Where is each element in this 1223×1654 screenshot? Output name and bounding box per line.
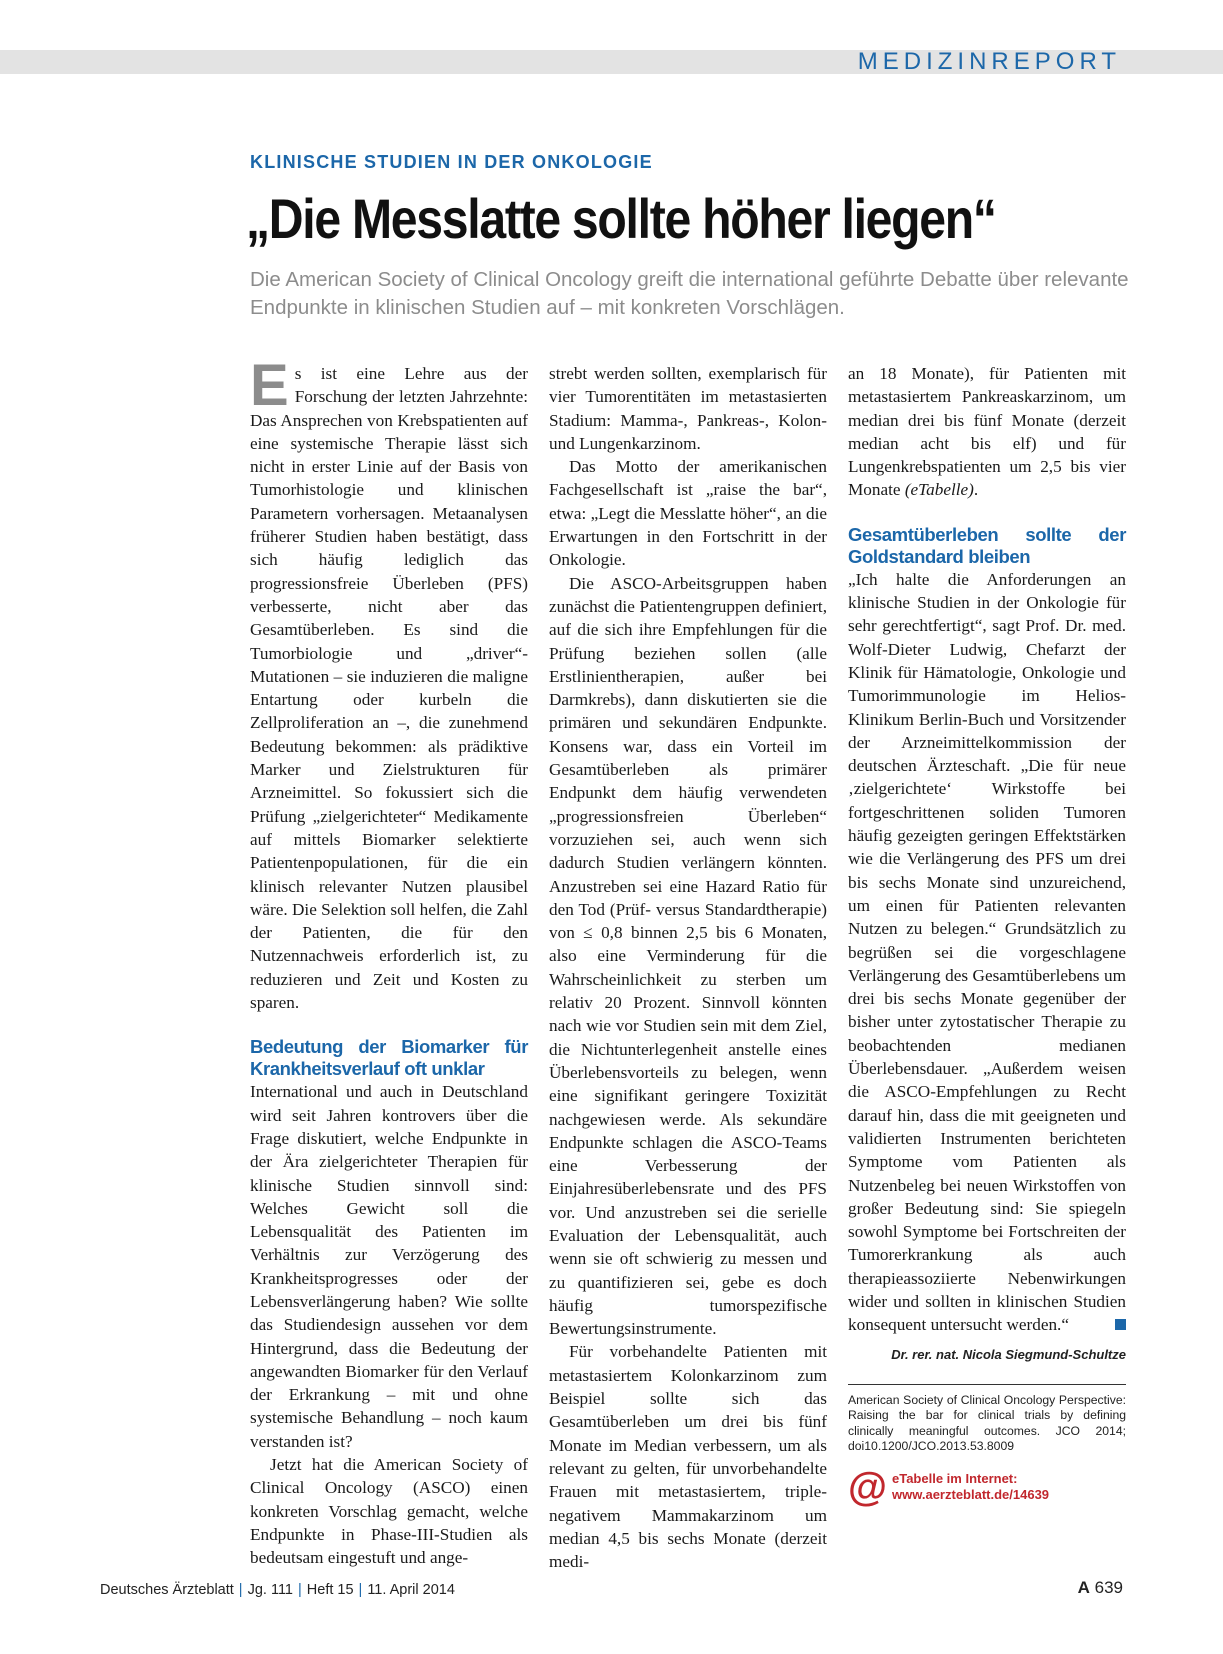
issue: Heft 15	[306, 1582, 354, 1598]
column-1	[250, 353, 528, 1570]
etable-text	[892, 1471, 1049, 1503]
etable-label: eTabelle im Internet:	[892, 1470, 1018, 1486]
paragraph	[250, 353, 528, 1014]
paragraph: Das Motto der amerikanischen Fachgesellschaft ist „raise the bar“, etwa: „Legt die Messlatte höher“, an die Erwartungen in den Fortschritt in der Onkologie.	[549, 457, 827, 570]
paragraph-text: „Ich halte die Anforderungen an klinische Studien in der Onkologie für sehr gerechtfertigt“, sagt Prof. Dr. med. Wolf-Dieter Ludwig, Chefarzt der Klinik für Hämatologie, Onkologie und Tumorimmunologie im Helios-Klinikum Berlin-Buch und Vorsitzender der Arzneimittelkommission der deutschen Ärzteschaft. „Die für neue ‚zielgerichtete‘ Wirkstoffe bei fortgeschrittenen soliden Tumoren häufig gezeigten geringen Effektstärken wie die Verlängerung des PFS um drei bis sechs Monate sind unzureichend, um einen für Patienten relevanten Nutzen zu belegen.“ Grundsätzlich zu begrüßen sei die vorgeschlagene Verlängerung des Gesamtüberlebens um drei bis sechs Monate gegenüber der bisher unter zytostatischer Therapie zu beobachtenden medianen Überlebensdauer. „Außerdem weisen die ASCO-Empfehlungen zu Recht darauf hin, dass die mit geeigneten und validierten Instrumenten berichteten Symptome vom Patienten als Nutzenbeleg bei neuen Wirkstoffen von großer Bedeutung sind: Sie spiegeln sowohl Symptome bei Fortschreiten der Tumorerkrankung als auch therapieassoziierte Nebenwirkungen wider und sollten in klinischen Studien konsequent untersucht werden.“	[848, 569, 1126, 1335]
subheading: Bedeutung der Biomarker für Krankheitsverlauf oft unklar	[250, 1036, 528, 1080]
paragraph-text: .	[973, 480, 979, 500]
article-lede: Die American Society of Clinical Oncology greift die international geführte Debatte über relevante Endpunkte in klinischen Studien auf – mit konkreten Vorschlägen.	[250, 268, 1129, 319]
subheading: Gesamtüberleben sollte der Goldstandard bleiben	[848, 523, 1126, 567]
etable-url[interactable]: www.aerzteblatt.de/14639	[892, 1486, 1050, 1502]
page-value: 639	[1094, 1578, 1123, 1597]
column-2	[549, 362, 827, 1573]
paragraph-text: s ist eine Lehre aus der Forschung der letzten Jahrzehnte: Das Ansprechen von Krebspatienten auf eine systemische Therapie lässt sich nicht in erster Linie auf der Basis von Tumorhistologie und klinischen Parametern vorhersagen. Metaanalysen früherer Studien haben bestätigt, dass sich häufig lediglich das progressionsfreie Überleben (PFS) verbesserte, nicht aber das Gesamtüberleben. Es sind die Tumorbiologie und „driver“-Mutationen – sie induzieren die maligne Entartung oder kurbeln die Zellproliferation an –, die zunehmend Bedeutung bekommen: als prädiktive Marker und Zielstrukturen für Arzneimittel. So fokussiert sich die Prüfung „zielgerichteter“ Medikamente auf mittels Biomarker selektierte Patientenpopulationen, für die ein klinisch relevanter Nutzen plausibel wäre. Die Selektion soll helfen, die Zahl der Patienten, die für den Nutzennachweis erforderlich ist, zu reduzieren und Zeit und Kosten zu sparen.	[250, 364, 528, 1013]
author: Dr. rer. nat. Nicola Siegmund-Schultze	[891, 1346, 1126, 1362]
article-kicker: KLINISCHE STUDIEN IN DER ONKOLOGIE	[250, 152, 653, 172]
reference: American Society of Clinical Oncology Perspective: Raising the bar for clinical trials by defining clinically meaningful outcomes. JCO 2014; doi10.1200/JCO.2013.53.8009	[848, 1384, 1126, 1455]
journal-name: Deutsches Ärzteblatt	[100, 1582, 234, 1598]
paragraph: Für vorbehandelte Patienten mit metastasiertem Kolonkarzinom zum Beispiel sollte sich das Gesamtüberleben um drei bis fünf Monate im Median verbessern, um als relevant zu gelten, für unvorbehandelte Frauen mit metastasiertem, triple-negativem Mammakarzinom um median 4,5 bis sechs Monate (derzeit medi-	[549, 1342, 827, 1572]
paragraph	[848, 568, 1126, 1337]
paragraph	[848, 362, 1126, 502]
date: 11. April 2014	[367, 1582, 455, 1598]
paragraph: Die ASCO-Arbeitsgruppen haben zunächst die Patientengruppen definiert, auf die sich ihre Empfehlungen für die Prüfung beziehen sollen (alle Erstlinientherapien, außer bei Darmkrebs), dann diskutierten sie die primären und sekundären Endpunkte. Konsens war, dass ein Vorteil im Gesamtüberleben als primärer Endpunkt dem häufig verwendeten „progressionsfreien Überleben“ vorzuziehen sei, auch wenn sich dadurch Studien verlängern könnten. Anzustreben sei eine Hazard Ratio für den Tod (Prüf- versus Standardtherapie) von ≤ 0,8 binnen 2,5 bis 6 Monaten, also eine Verminderung für die Wahrscheinlichkeit zu sterben um relativ 20 Prozent. Sinnvoll könnten nach wie vor Studien sein mit dem Ziel, die Nichtunterlegenheit anstelle eines Überlebensvorteils zu belegen, wenn eine signifikant geringere Toxizität nachgewiesen werde. Als sekundäre Endpunkte schlagen die ASCO-Teams eine Verbesserung der Einjahresüberlebensrate und des PFS vor. Und anzustreben sei die serielle Evaluation der Lebensqualität, auch wenn sie oft schwierig zu messen und zu quantifizieren sei, gebe es doch häufig tumorspezifische Bewertungsinstrumente.	[549, 573, 827, 1339]
footer: Deutsches Ärzteblatt | Jg. 111 | Heft 15 | 11. April 2014	[100, 1582, 455, 1598]
paragraph-text: an 18 Monate), für Patienten mit metastasiertem Pankreaskarzinom, um median drei bis fünf Monate (derzeit median acht bis elf) und für Lungenkrebspatienten um 2,5 bis vier Monate	[848, 364, 1126, 500]
drop-cap: E	[250, 353, 289, 418]
article-title: „Die Messlatte sollte höher liegen“	[246, 187, 996, 250]
column-3	[848, 362, 1126, 1507]
etable-link[interactable]	[848, 1464, 1126, 1509]
page-prefix: A	[1077, 1578, 1090, 1597]
paragraph: Jetzt hat die American Society of Clinical Oncology (ASCO) einen konkreten Vorschlag gemacht, welche Endpunkte in Phase-III-Studien als bedeutsam eingestuft und ange-	[250, 1455, 528, 1568]
end-mark-icon	[1115, 1319, 1126, 1330]
at-icon: @	[848, 1464, 888, 1509]
volume: Jg. 111	[247, 1582, 293, 1598]
paragraph: strebt werden sollten, exemplarisch für vier Tumorentitäten im metastasierten Stadium: Mamma-, Pankreas-, Kolon- und Lungenkarzinom.	[549, 364, 827, 453]
section-label: MEDIZINREPORT	[857, 48, 1121, 75]
page-number	[1078, 1578, 1123, 1598]
paragraph: International und auch in Deutschland wird seit Jahren kontrovers über die Frage diskutiert, welche Endpunkte in der Ära zielgerichteter Therapien für klinische Studien sinnvoll sind: Welches Gewicht soll die Lebensqualität des Patienten im Verhältnis zur Verzögerung des Krankheitsprogresses oder der Lebensverlängerung haben? Wie sollte das Studiendesign aussehen vor dem Hintergrund, dass die Bedeutung der angewandten Biomarker für den Verlauf der Erkrankung – mit und ohne systemische Behandlung – noch kaum verstanden ist?	[250, 1082, 528, 1451]
etable-reference[interactable]: (eTabelle)	[904, 480, 974, 500]
